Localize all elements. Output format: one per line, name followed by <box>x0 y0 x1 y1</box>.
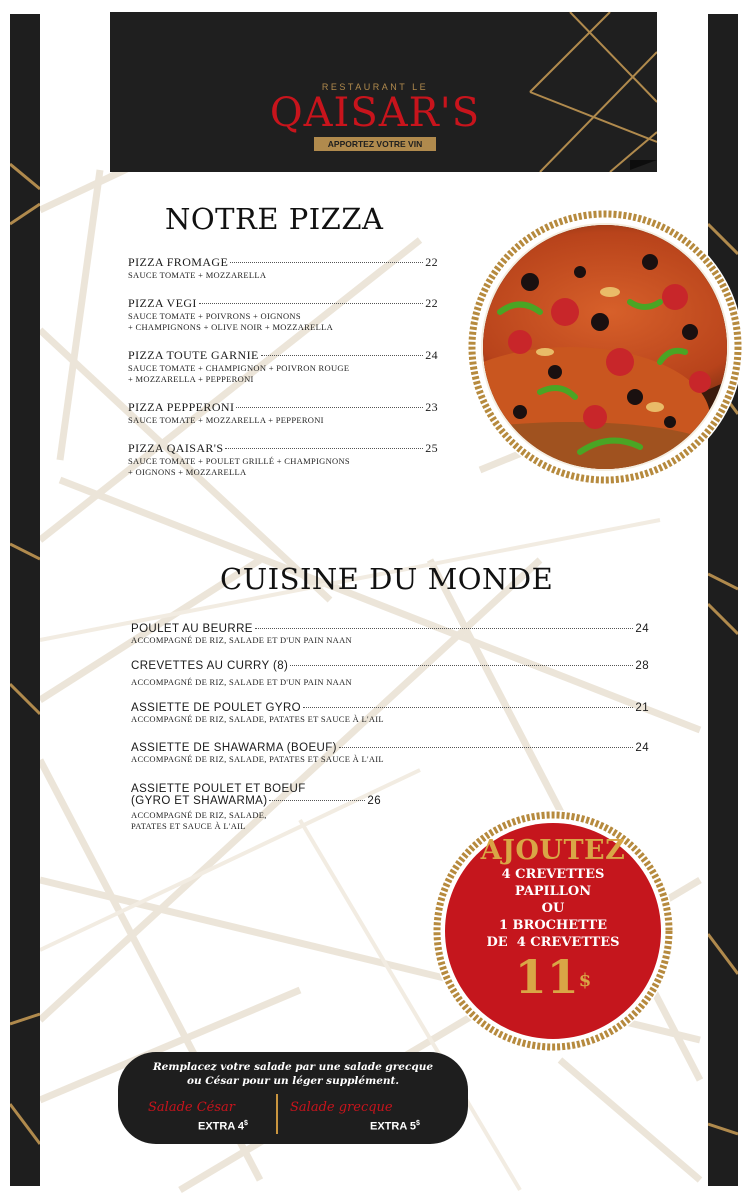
logo-name: QAISAR'S <box>269 90 481 136</box>
item-price: 22 <box>425 296 438 310</box>
item-description: + CHAMPIGNONS + OLIVE NOIR + MOZZARELLA <box>128 322 334 332</box>
dot-leader <box>269 800 365 801</box>
pizza-section-title: NOTRE PIZZA <box>165 202 384 236</box>
item-description: ACCOMPAGNÉ DE RIZ, SALADE, <box>131 810 267 820</box>
promo-title: AJOUTEZ <box>480 835 626 866</box>
menu-item-assiette-shawarma <box>131 742 649 765</box>
menu-item-assiette-poulet-boeuf <box>131 783 381 832</box>
item-description: ACCOMPAGNÉ DE RIZ, SALADE, PATATES ET SAUCE À L'AIL <box>131 714 384 724</box>
promo-line: 1 BROCHETTE <box>498 918 608 933</box>
item-name-line1: ASSIETTE POULET ET BOEUF <box>131 783 306 795</box>
item-description: SAUCE TOMATE + MOZZARELLA <box>128 270 267 280</box>
salad-option1-extra-value: EXTRA 4 <box>198 1120 245 1133</box>
item-name: POULET AU BEURRE <box>131 623 253 635</box>
item-price: 26 <box>367 795 381 807</box>
currency-symbol: $ <box>416 1120 420 1127</box>
promo-content <box>430 835 676 1004</box>
salad-option1-extra <box>198 1120 248 1133</box>
restaurant-header <box>110 12 657 172</box>
right-border-bar <box>708 14 738 1186</box>
header-fold <box>630 160 657 170</box>
salad-option2-extra <box>370 1120 420 1133</box>
dot-leader <box>199 303 423 304</box>
salad-divider <box>276 1094 278 1134</box>
item-name: PIZZA QAISAR'S <box>128 441 224 455</box>
item-description: + MOZZARELLA + PEPPERONI <box>128 374 254 384</box>
item-price: 24 <box>425 348 438 362</box>
salad-text-line2: ou César pour un léger supplément. <box>186 1075 400 1087</box>
item-name: PIZZA FROMAGE <box>128 255 229 269</box>
item-price: 21 <box>635 702 649 714</box>
item-description: ACCOMPAGNÉ DE RIZ, SALADE ET D'UN PAIN NAAN <box>131 635 352 645</box>
item-description: + OIGNONS + MOZZARELLA <box>128 467 247 477</box>
logo-subtitle: RESTAURANT LE <box>321 82 429 92</box>
salad-option2-extra-value: EXTRA 5 <box>370 1120 417 1133</box>
dot-leader <box>303 707 633 708</box>
logo-tagline: APPORTEZ VOTRE VIN <box>314 137 436 151</box>
salad-text-line1: Remplacez votre salade par une salade grecque <box>152 1061 434 1073</box>
item-name: ASSIETTE DE SHAWARMA (BOEUF) <box>131 742 337 754</box>
promo-price <box>430 950 676 1004</box>
salad-upgrade-text <box>118 1060 468 1088</box>
item-description: PATATES ET SAUCE À L'AIL <box>131 821 246 831</box>
item-name: CREVETTES AU CURRY (8) <box>131 660 289 672</box>
dot-leader <box>225 448 423 449</box>
promo-line: 4 CREVETTES <box>501 867 605 882</box>
dot-leader <box>339 747 634 748</box>
item-description: SAUCE TOMATE + POIVRONS + OIGNONS <box>128 311 301 321</box>
item-description: ACCOMPAGNÉ DE RIZ, SALADE, PATATES ET SAUCE À L'AIL <box>131 754 384 764</box>
item-description: SAUCE TOMATE + CHAMPIGNON + POIVRON ROUGE <box>128 363 350 373</box>
menu-item-crevettes-au-curry <box>131 660 649 688</box>
menu-item-pizza-fromage <box>128 255 438 281</box>
item-name: PIZZA TOUTE GARNIE <box>128 348 259 362</box>
salad-upgrade-box <box>118 1052 468 1144</box>
menu-item-pizza-toute-garnie <box>128 348 438 385</box>
salad-option1-label: Salade César <box>148 1100 235 1115</box>
item-description: ACCOMPAGNÉ DE RIZ, SALADE ET D'UN PAIN NAAN <box>131 677 352 687</box>
menu-item-pizza-pepperoni <box>128 400 438 426</box>
menu-item-poulet-au-beurre <box>131 623 649 646</box>
salad-option2-label: Salade grecque <box>290 1100 393 1115</box>
menu-item-pizza-qaisars <box>128 441 438 478</box>
dot-leader <box>290 665 633 666</box>
item-price: 25 <box>425 441 438 455</box>
left-border-bar <box>10 14 40 1186</box>
restaurant-logo <box>250 82 500 152</box>
menu-item-assiette-poulet-gyro <box>131 702 649 725</box>
item-price: 22 <box>425 255 438 269</box>
item-name: PIZZA VEGI <box>128 296 197 310</box>
item-name: ASSIETTE DE POULET GYRO <box>131 702 302 714</box>
menu-item-pizza-vegi <box>128 296 438 333</box>
promo-line: PAPILLON <box>514 884 592 899</box>
dot-leader <box>255 628 634 629</box>
currency-symbol: $ <box>244 1120 248 1127</box>
item-price: 24 <box>635 623 649 635</box>
pizza-photo <box>460 202 748 492</box>
promo-line: OU <box>541 901 565 916</box>
promo-price-value: 11 <box>514 950 579 1004</box>
dot-leader <box>236 407 423 408</box>
item-price: 24 <box>635 742 649 754</box>
item-price: 28 <box>635 660 649 672</box>
promo-line: DE 4 CREVETTES <box>486 935 620 950</box>
monde-section-title: CUISINE DU MONDE <box>220 562 554 596</box>
item-price: 23 <box>425 400 438 414</box>
item-name: (GYRO ET SHAWARMA) <box>131 795 268 807</box>
dot-leader <box>230 262 423 263</box>
promo-currency: $ <box>578 970 592 991</box>
item-description: SAUCE TOMATE + POULET GRILLÉ + CHAMPIGNONS <box>128 456 350 466</box>
item-description: SAUCE TOMATE + MOZZARELLA + PEPPERONI <box>128 415 324 425</box>
item-name: PIZZA PEPPERONI <box>128 400 235 414</box>
dot-leader <box>261 355 423 356</box>
